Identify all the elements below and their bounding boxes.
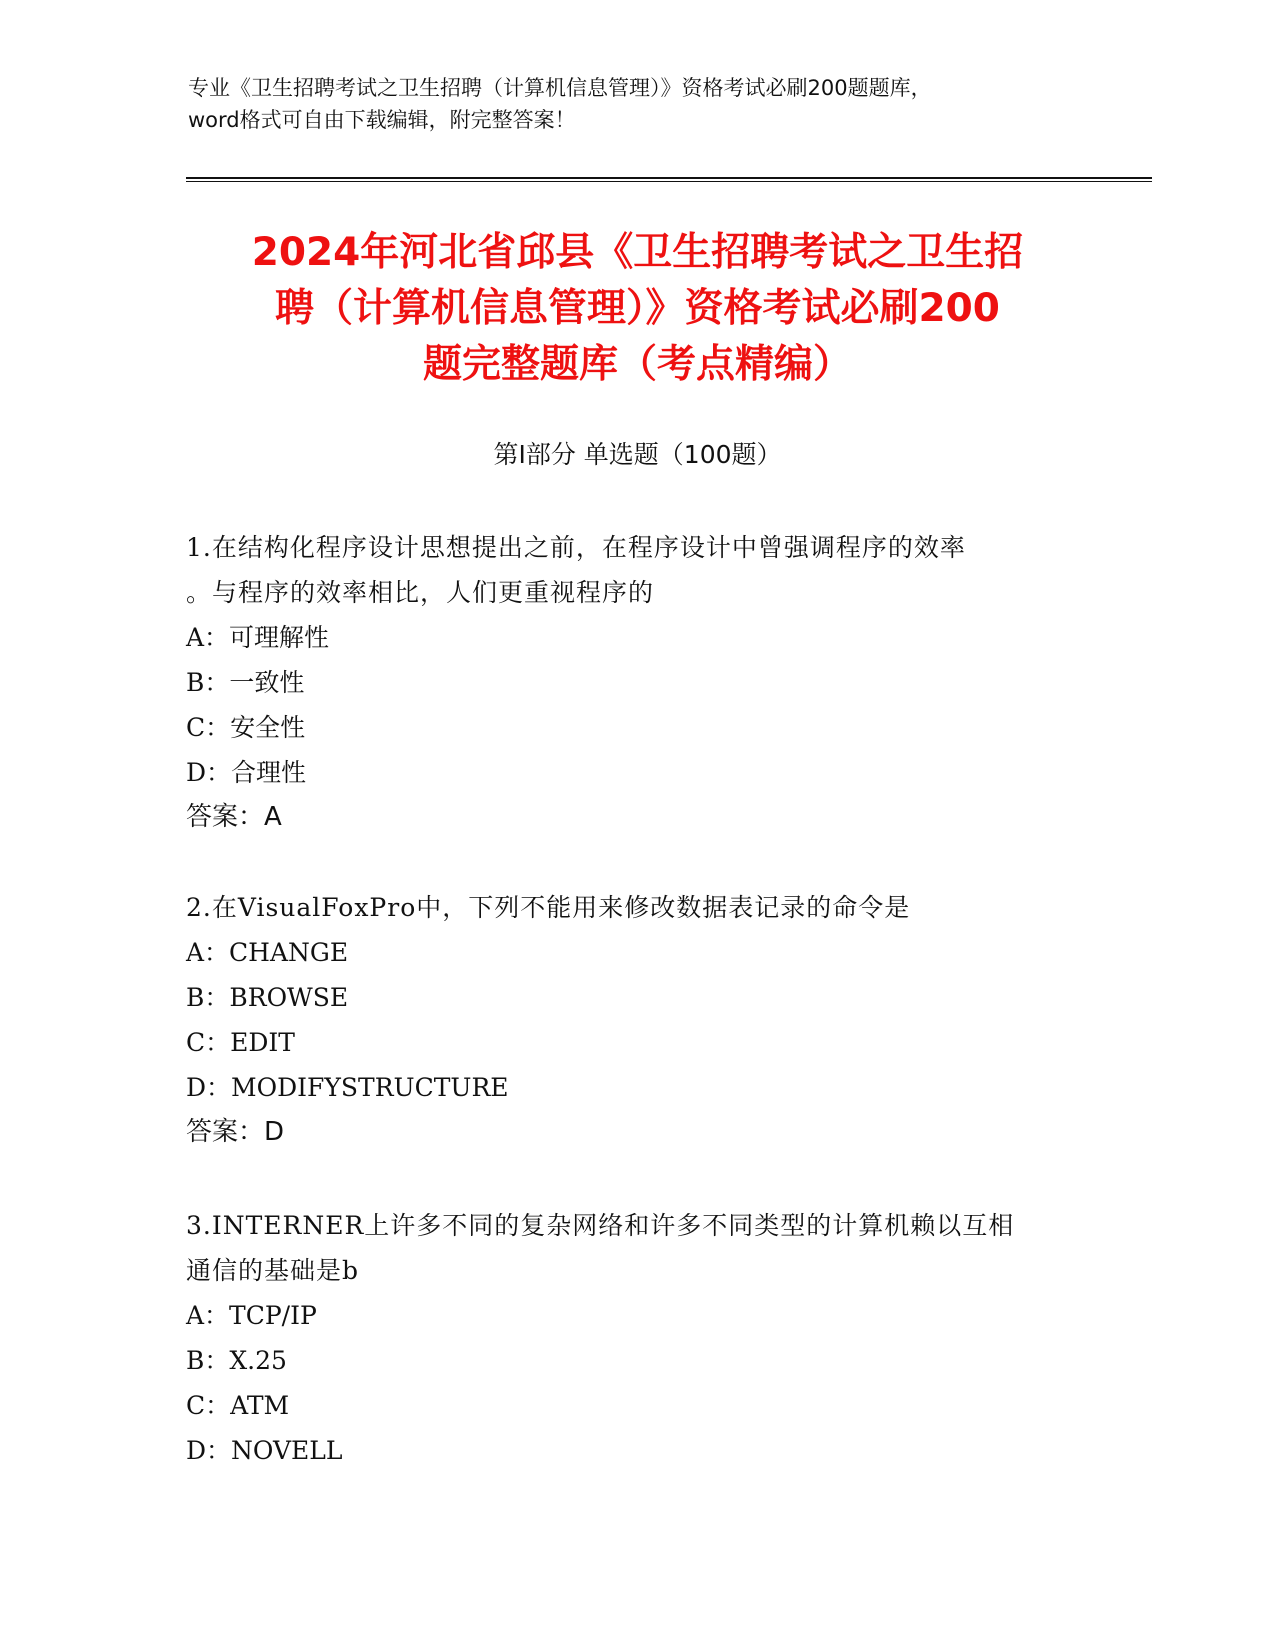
option-a: A：CHANGE (186, 938, 349, 967)
document-title-line-1: 2024年河北省邱县《卫生招聘考试之卫生招 (251, 230, 1024, 275)
option-b: B：BROWSE (186, 983, 349, 1012)
option-a: A：可理解性 (186, 623, 330, 652)
option-c: C：ATM (186, 1391, 290, 1420)
document-title-line-2: 聘（计算机信息管理）》资格考试必刷200 (275, 286, 1000, 331)
document-title-line-3: 题完整题库（考点精编） (422, 342, 852, 387)
option-d: D：MODIFYSTRUCTURE (186, 1073, 509, 1102)
question-stem-line: 。与程序的效率相比，人们更重视程序的 (186, 578, 655, 607)
header-note (188, 72, 1088, 136)
question-block (186, 525, 1086, 840)
option-b: B：一致性 (186, 668, 305, 697)
header-divider-thick (186, 177, 1152, 179)
question-stem-line: 1.在结构化程序设计思想提出之前，在程序设计中曾强调程序的效率 (186, 533, 966, 562)
document-title (150, 225, 1125, 393)
section-title: 第Ⅰ部分 单选题（100题） (493, 440, 782, 469)
question-stem-line: 2.在VisualFoxPro中，下列不能用来修改数据表记录的命令是 (186, 893, 911, 922)
option-d: D：NOVELL (186, 1436, 343, 1465)
question-block (186, 885, 1086, 1155)
answer-line: 答案：A (186, 802, 282, 832)
option-b: B：X.25 (186, 1346, 287, 1375)
header-note-line-2: word格式可自由下载编辑，附完整答案！ (188, 108, 576, 132)
option-a: A：TCP/IP (186, 1301, 317, 1330)
question-stem-line: 通信的基础是b (186, 1256, 360, 1285)
header-divider-thin (186, 181, 1152, 182)
answer-line: 答案：D (186, 1117, 285, 1147)
question-block (186, 1203, 1086, 1473)
option-d: D：合理性 (186, 758, 307, 787)
question-stem-line: 3.INTERNER上许多不同的复杂网络和许多不同类型的计算机赖以互相 (186, 1211, 1015, 1240)
option-c: C：EDIT (186, 1028, 295, 1057)
header-note-line-1: 专业《卫生招聘考试之卫生招聘（计算机信息管理）》资格考试必刷200题题库， (188, 76, 932, 100)
option-c: C：安全性 (186, 713, 306, 742)
